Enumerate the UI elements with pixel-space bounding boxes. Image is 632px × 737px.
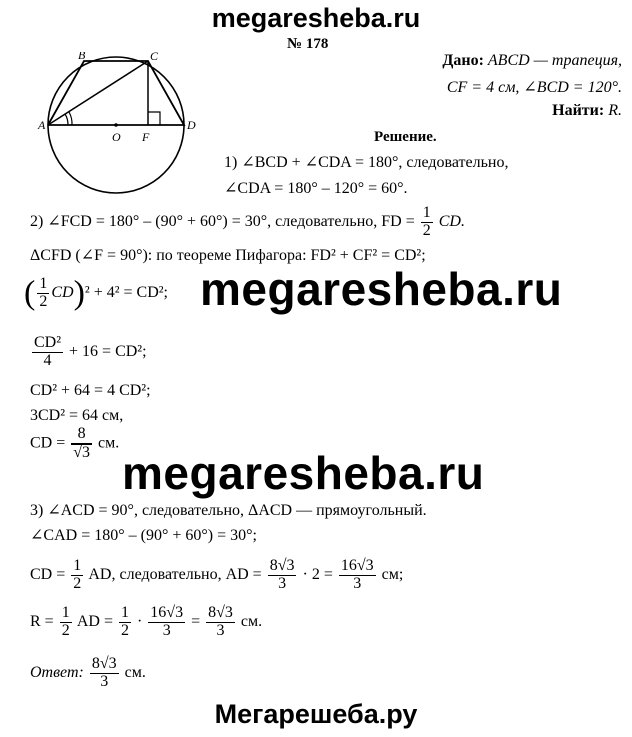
step1-line-a: 1) ∠BCD + ∠CDA = 180°, следовательно, [224,154,509,171]
step2-line-a: 2) ∠FCD = 180° – (90° + 60°) = 30°, следовательно, FD = $\frac{1}{2}$ CD. [30,204,465,239]
find-line: Найти: R. [552,102,622,119]
problem-number: № 178 [287,36,329,52]
given-line-1: Дано: ABCD — трапеция, [442,52,622,69]
step2-line-b: ΔCFD (∠F = 90°): по теореме Пифагора: FD² + CF² = CD²; [30,247,426,264]
step3-line-d: R = $\frac{1}{2}$ AD = $\frac{1}{2}$ · $\frac{16√3}{3}$ = $\frac{8√3}{3}$ см. [30,604,263,639]
watermark-middle-1: megaresheba.ru [200,263,563,315]
step2-line-g: CD = $\frac{8}{√3}$ см. [30,425,120,461]
label-c: C [150,52,159,63]
label-d: D [187,118,196,132]
step1-line-b: ∠CDA = 180° – 120° = 60°. [224,180,408,197]
step3-line-c: CD = $\frac{1}{2}$ AD, следовательно, AD = $\frac{8√3}{3}$ · 2 = $\frac{16√3}{3}$ см; [30,557,404,592]
given-line-2: CF = 4 см, ∠BCD = 120°. [446,79,622,96]
trapezoid-abcd [48,61,184,125]
angle-arc-a [65,114,68,125]
label-f: F [142,130,150,144]
angle-arc-a2 [69,112,72,125]
step2-line-f: 3CD² = 64 см, [30,407,124,424]
solution-title: Решение. [374,129,437,145]
label-a: A [38,118,46,132]
step3-line-a: 3) ∠ACD = 90°, следовательно, ΔACD — прямоугольный. [30,502,427,519]
step3-line-b: ∠CAD = 180° – (90° + 60°) = 30°; [30,527,257,544]
step2-line-c: ( $\frac{1}{2}$ CD)² + 4² = CD²; [24,274,168,312]
watermark-bottom: Мегарешеба.ру [214,699,418,729]
right-angle-mark [148,112,160,125]
step2-line-e: CD² + 64 = 4 CD²; [30,382,151,399]
watermark-top: megaresheba.ru [211,3,421,33]
center-o [114,123,118,127]
diagonal-ac [48,61,148,125]
label-b: B [78,52,86,62]
watermark-middle-2: megaresheba.ru [122,447,485,499]
geometry-figure [36,52,206,212]
label-o: O [112,130,121,144]
answer-line: Ответ: $\frac{8√3}{3}$ см. [30,655,146,690]
step2-line-d: $\frac{\text{CD²}}{4}$ + 16 = CD²; [34,334,147,369]
